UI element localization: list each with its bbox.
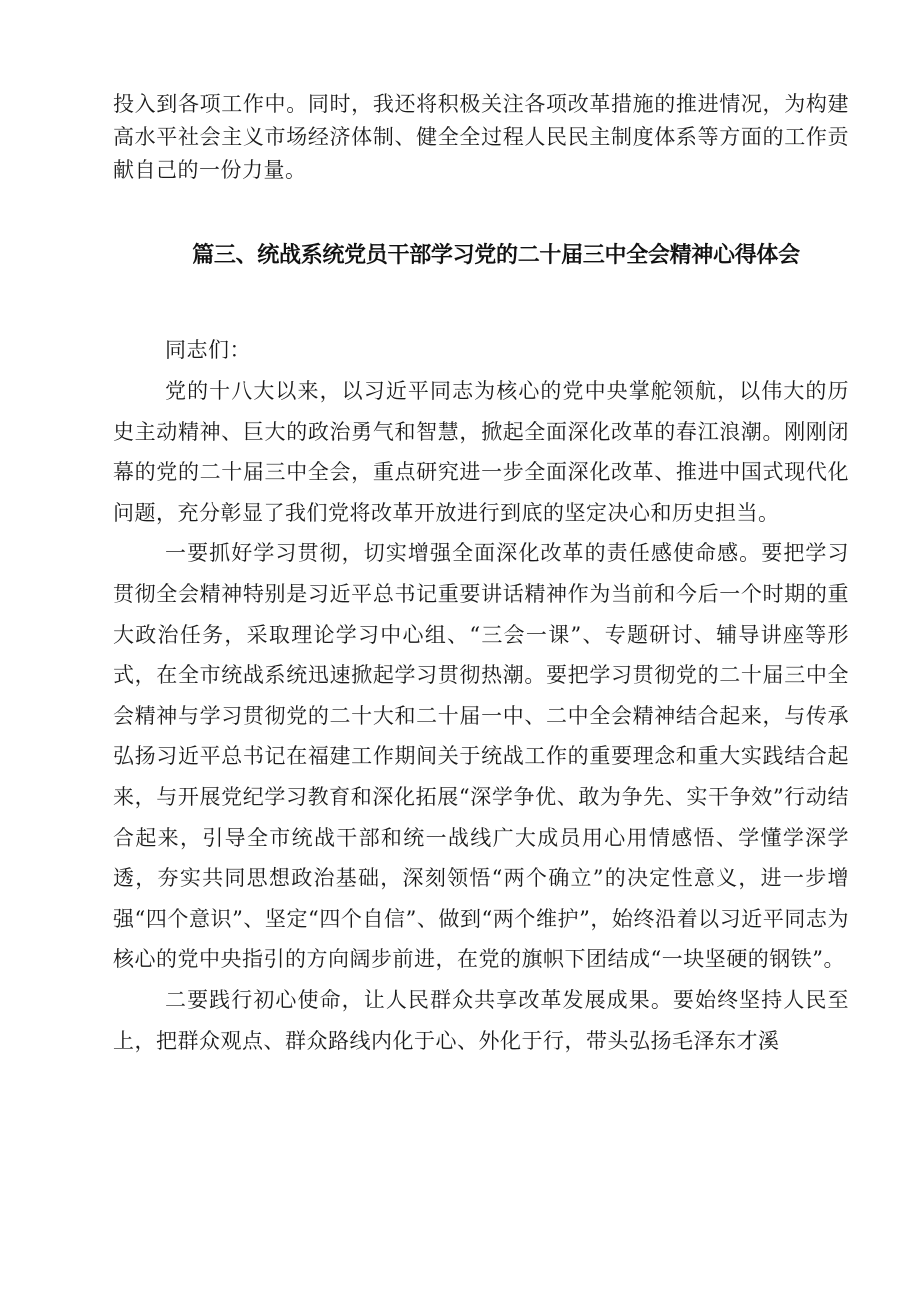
paragraph: 二要践行初心使命，让人民群众共享改革发展成果。要始终坚持人民至上，把群众观点、群众路线内化于心、外化于行，带头弘扬毛泽东才溪 — [113, 987, 849, 1053]
body-text — [113, 371, 849, 1061]
paragraph: 一要抓好学习贯彻，切实增强全面深化改革的责任感使命感。要把学习贯彻全会精神特别是习近平总书记重要讲话精神作为当前和今后一个时期的重大政治任务，采取理论学习中心组、“三会一课”、专题研讨、辅导讲座等形式，在全市统战系统迅速掀起学习贯彻热潮。要把学习贯彻党的二十届三中全会精神与学习贯彻党的二十大和二十届一中、二中全会精神结合起来，与传承弘扬习近平总书记在福建工作期间关于统战工作的重要理念和重大实践结合起来，与开展党纪学习教育和深化拓展“深学争优、敢为争先、实干争效”行动结合起来，引导全市统战干部和统一战线广大成员用心用情感悟、学懂学深学透，夯实共同思想政治基础，深刻领悟“两个确立”的决定性意义，进一步增强“四个意识”、坚定“四个自信”、做到“两个维护”，始终沿着以习近平同志为核心的党中央指引的方向阔步前进，在党的旗帜下团结成“一块坚硬的钢铁”。 — [113, 541, 849, 972]
paragraph: 党的十八大以来，以习近平同志为核心的党中央掌舵领航，以伟大的历史主动精神、巨大的政治勇气和智慧，掀起全面深化改革的春江浪潮。刚刚闭幕的党的二十届三中全会，重点研究进一步全面深化改革、推进中国式现代化问题，充分彰显了我们党将改革开放进行到底的坚定决心和历史担当。 — [113, 379, 849, 525]
greeting: 同志们： — [165, 338, 251, 362]
intro-paragraph: 投入到各项工作中。同时，我还将积极关注各项改革措施的推进情况，为构建高水平社会主义市场经济体制、健全全过程人民民主制度体系等方面的工作贡献自己的一份力量。 — [113, 92, 849, 182]
section-heading: 篇三、统战系统党员干部学习党的二十届三中全会精神心得体会 — [192, 243, 800, 268]
